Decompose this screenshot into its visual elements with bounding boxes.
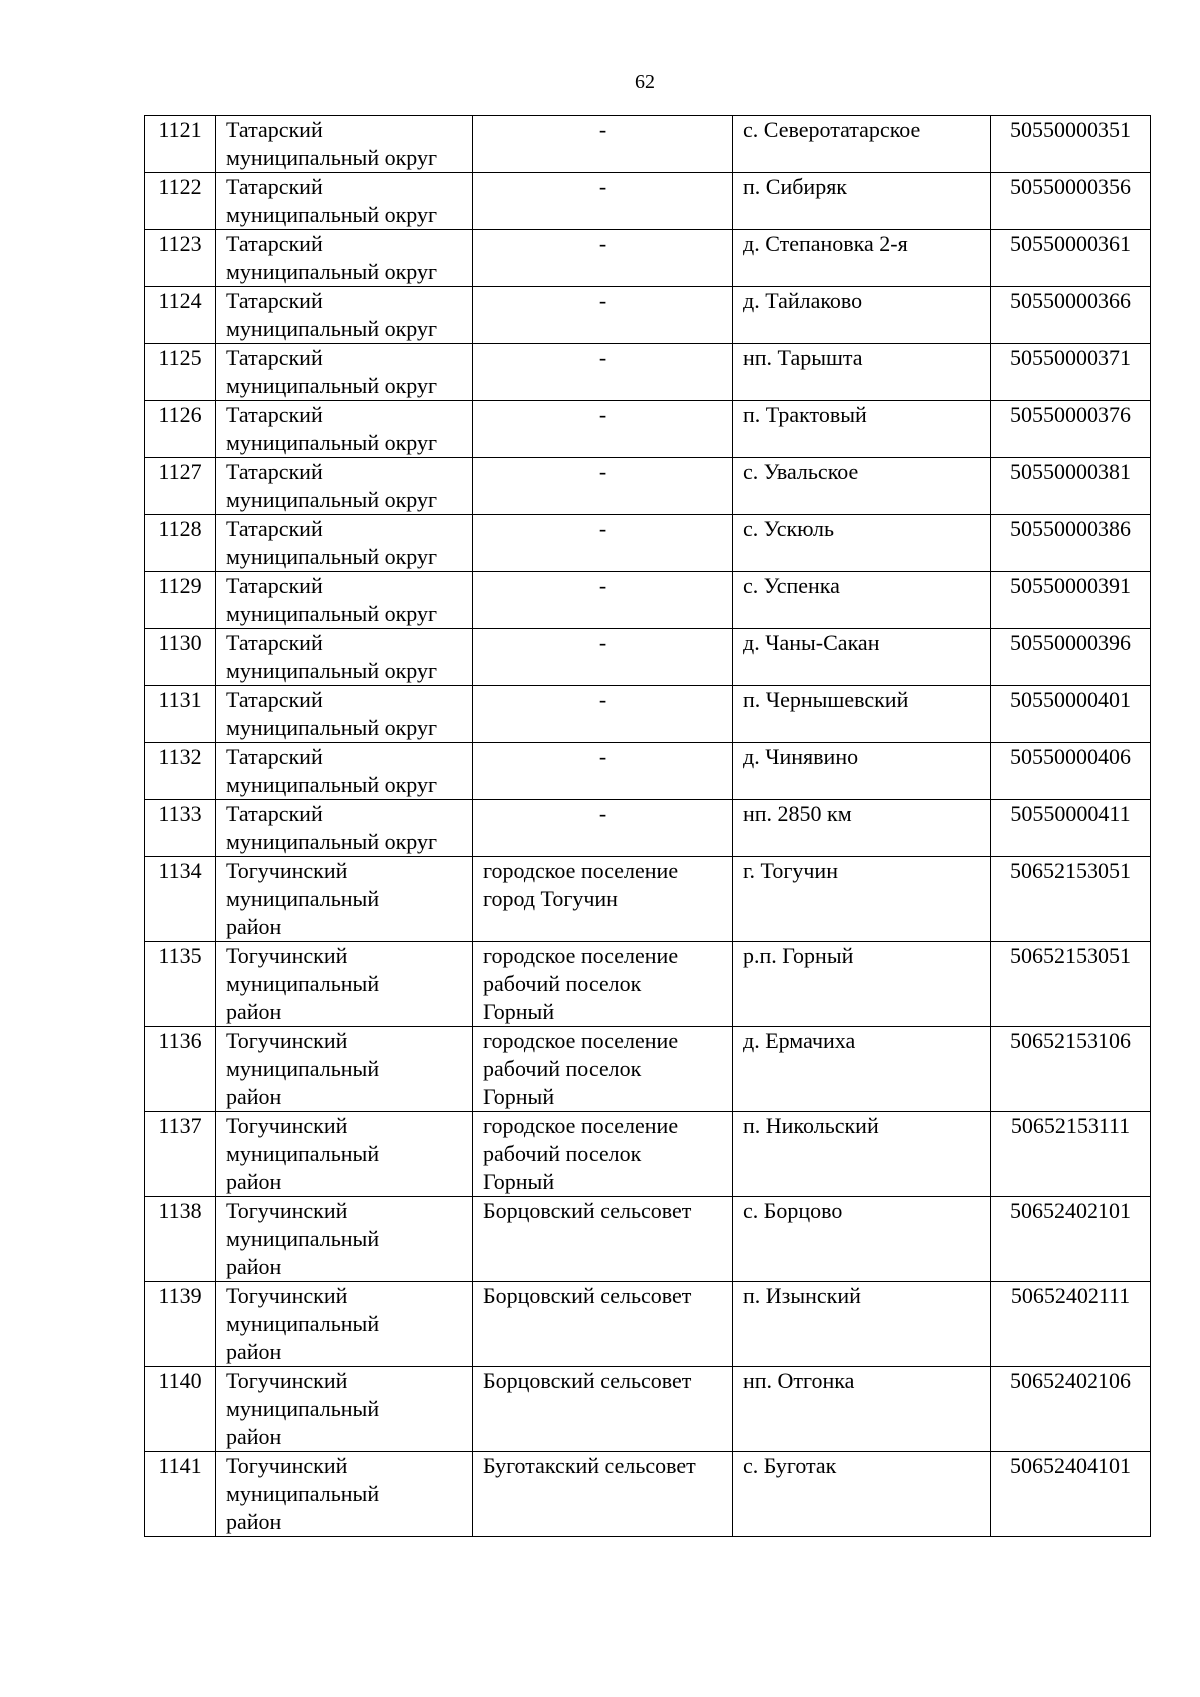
table-row xyxy=(145,344,1151,401)
settlement-cell: городское поселение рабочий поселок Горный xyxy=(473,1027,733,1112)
table-row xyxy=(145,230,1151,287)
oktmo-code-cell: 50550000411 xyxy=(991,800,1151,857)
oktmo-code-cell: 50550000361 xyxy=(991,230,1151,287)
row-number-cell: 1130 xyxy=(145,629,216,686)
row-number-cell: 1138 xyxy=(145,1197,216,1282)
row-number-cell: 1131 xyxy=(145,686,216,743)
table-row xyxy=(145,1027,1151,1112)
settlement-cell: - xyxy=(473,401,733,458)
municipality-cell: Татарский муниципальный округ xyxy=(216,116,473,173)
locality-cell: нп. 2850 км xyxy=(733,800,991,857)
row-number-cell: 1136 xyxy=(145,1027,216,1112)
municipality-cell: Татарский муниципальный округ xyxy=(216,515,473,572)
table-row xyxy=(145,572,1151,629)
oktmo-code-cell: 50652153051 xyxy=(991,857,1151,942)
settlement-cell: Буготакский сельсовет xyxy=(473,1452,733,1537)
municipality-cell: Татарский муниципальный округ xyxy=(216,401,473,458)
settlement-cell: - xyxy=(473,800,733,857)
locality-cell: нп. Тарышта xyxy=(733,344,991,401)
municipality-cell: Татарский муниципальный округ xyxy=(216,173,473,230)
locality-cell: с. Северотатарское xyxy=(733,116,991,173)
table-row xyxy=(145,173,1151,230)
settlement-cell: - xyxy=(473,743,733,800)
municipality-cell: Татарский муниципальный округ xyxy=(216,458,473,515)
locality-cell: нп. Отгонка xyxy=(733,1367,991,1452)
settlement-cell: - xyxy=(473,686,733,743)
settlement-cell: - xyxy=(473,173,733,230)
municipality-cell: Тогучинский муниципальный район xyxy=(216,1367,473,1452)
settlement-cell: - xyxy=(473,629,733,686)
municipality-cell: Татарский муниципальный округ xyxy=(216,572,473,629)
oktmo-code-cell: 50550000406 xyxy=(991,743,1151,800)
locality-cell: п. Трактовый xyxy=(733,401,991,458)
settlement-cell: Борцовский сельсовет xyxy=(473,1197,733,1282)
municipality-cell: Татарский муниципальный округ xyxy=(216,686,473,743)
municipality-cell: Татарский муниципальный округ xyxy=(216,743,473,800)
settlement-cell: - xyxy=(473,344,733,401)
locality-cell: с. Увальское xyxy=(733,458,991,515)
settlement-cell: - xyxy=(473,515,733,572)
oktmo-code-cell: 50550000391 xyxy=(991,572,1151,629)
settlement-cell: городское поселение город Тогучин xyxy=(473,857,733,942)
oktmo-code-cell: 50550000381 xyxy=(991,458,1151,515)
municipality-cell: Татарский муниципальный округ xyxy=(216,800,473,857)
municipality-cell: Тогучинский муниципальный район xyxy=(216,1282,473,1367)
oktmo-code-cell: 50550000376 xyxy=(991,401,1151,458)
settlement-cell: - xyxy=(473,230,733,287)
settlement-cell: Борцовский сельсовет xyxy=(473,1367,733,1452)
municipality-cell: Татарский муниципальный округ xyxy=(216,629,473,686)
row-number-cell: 1139 xyxy=(145,1282,216,1367)
row-number-cell: 1129 xyxy=(145,572,216,629)
oktmo-code-cell: 50550000396 xyxy=(991,629,1151,686)
locality-cell: д. Степановка 2-я xyxy=(733,230,991,287)
table-row xyxy=(145,629,1151,686)
oktmo-code-cell: 50652153051 xyxy=(991,942,1151,1027)
locality-cell: п. Никольский xyxy=(733,1112,991,1197)
table-row xyxy=(145,401,1151,458)
municipality-cell: Тогучинский муниципальный район xyxy=(216,857,473,942)
table-row xyxy=(145,857,1151,942)
locality-cell: д. Тайлаково xyxy=(733,287,991,344)
row-number-cell: 1123 xyxy=(145,230,216,287)
table-row xyxy=(145,1452,1151,1537)
table-row xyxy=(145,1367,1151,1452)
locality-cell: с. Буготак xyxy=(733,1452,991,1537)
oktmo-code-cell: 50550000356 xyxy=(991,173,1151,230)
settlement-cell: городское поселение рабочий поселок Горный xyxy=(473,1112,733,1197)
municipality-cell: Тогучинский муниципальный район xyxy=(216,1027,473,1112)
table-row xyxy=(145,1282,1151,1367)
oktmo-code-cell: 50652153111 xyxy=(991,1112,1151,1197)
municipality-cell: Татарский муниципальный округ xyxy=(216,287,473,344)
oktmo-code-cell: 50550000371 xyxy=(991,344,1151,401)
locality-cell: п. Чернышевский xyxy=(733,686,991,743)
locality-cell: с. Ускюль xyxy=(733,515,991,572)
oktmo-code-cell: 50652404101 xyxy=(991,1452,1151,1537)
municipality-cell: Тогучинский муниципальный район xyxy=(216,1197,473,1282)
row-number-cell: 1121 xyxy=(145,116,216,173)
page-number: 62 xyxy=(635,71,655,93)
settlement-cell: - xyxy=(473,116,733,173)
municipality-cell: Татарский муниципальный округ xyxy=(216,344,473,401)
municipality-cell: Тогучинский муниципальный район xyxy=(216,1112,473,1197)
row-number-cell: 1134 xyxy=(145,857,216,942)
settlement-cell: городское поселение рабочий поселок Горный xyxy=(473,942,733,1027)
row-number-cell: 1126 xyxy=(145,401,216,458)
municipality-cell: Тогучинский муниципальный район xyxy=(216,942,473,1027)
oktmo-code-cell: 50550000366 xyxy=(991,287,1151,344)
table-row xyxy=(145,743,1151,800)
settlements-table xyxy=(144,115,1151,1537)
row-number-cell: 1137 xyxy=(145,1112,216,1197)
row-number-cell: 1125 xyxy=(145,344,216,401)
locality-cell: д. Ермачиха xyxy=(733,1027,991,1112)
row-number-cell: 1122 xyxy=(145,173,216,230)
municipality-cell: Тогучинский муниципальный район xyxy=(216,1452,473,1537)
settlement-cell: - xyxy=(473,287,733,344)
table-row xyxy=(145,116,1151,173)
settlement-cell: Борцовский сельсовет xyxy=(473,1282,733,1367)
oktmo-code-cell: 50652402111 xyxy=(991,1282,1151,1367)
table-row xyxy=(145,1112,1151,1197)
row-number-cell: 1135 xyxy=(145,942,216,1027)
locality-cell: д. Чинявино xyxy=(733,743,991,800)
oktmo-code-cell: 50550000386 xyxy=(991,515,1151,572)
row-number-cell: 1127 xyxy=(145,458,216,515)
oktmo-code-cell: 50652402101 xyxy=(991,1197,1151,1282)
table-row xyxy=(145,287,1151,344)
table-row xyxy=(145,942,1151,1027)
locality-cell: г. Тогучин xyxy=(733,857,991,942)
locality-cell: п. Изынский xyxy=(733,1282,991,1367)
oktmo-code-cell: 50652153106 xyxy=(991,1027,1151,1112)
row-number-cell: 1141 xyxy=(145,1452,216,1537)
locality-cell: с. Успенка xyxy=(733,572,991,629)
settlement-cell: - xyxy=(473,458,733,515)
table-row xyxy=(145,686,1151,743)
locality-cell: д. Чаны-Сакан xyxy=(733,629,991,686)
row-number-cell: 1140 xyxy=(145,1367,216,1452)
oktmo-code-cell: 50550000351 xyxy=(991,116,1151,173)
table-body xyxy=(145,116,1151,1537)
oktmo-code-cell: 50550000401 xyxy=(991,686,1151,743)
municipality-cell: Татарский муниципальный округ xyxy=(216,230,473,287)
locality-cell: р.п. Горный xyxy=(733,942,991,1027)
locality-cell: с. Борцово xyxy=(733,1197,991,1282)
row-number-cell: 1132 xyxy=(145,743,216,800)
row-number-cell: 1124 xyxy=(145,287,216,344)
row-number-cell: 1128 xyxy=(145,515,216,572)
table-row xyxy=(145,1197,1151,1282)
settlement-cell: - xyxy=(473,572,733,629)
oktmo-code-cell: 50652402106 xyxy=(991,1367,1151,1452)
row-number-cell: 1133 xyxy=(145,800,216,857)
table-row xyxy=(145,458,1151,515)
table-row xyxy=(145,515,1151,572)
locality-cell: п. Сибиряк xyxy=(733,173,991,230)
table-row xyxy=(145,800,1151,857)
